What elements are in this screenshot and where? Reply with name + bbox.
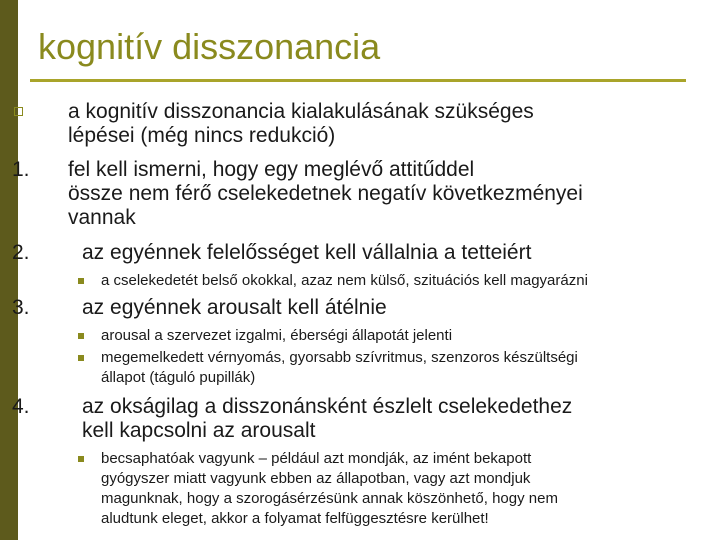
square-bullet-icon — [78, 333, 84, 339]
square-bullet-icon — [78, 456, 84, 462]
title-divider — [30, 79, 686, 82]
list-number: 4. — [12, 395, 30, 418]
sub-item-text: becsaphatóak vagyunk – például azt mondják, az imént bekapott gyógyszer miatt vagyunk ebben az állapotban, vagy azt mondjuk magunknak, hogy a szorogásérzésünk annak köszönhető, hogy nem aludtunk eleget, akkor a folyamat felfüggesztésre kerülhet! — [101, 450, 558, 527]
list-number: 3. — [12, 296, 30, 319]
sidebar-bar — [0, 0, 18, 540]
list-number: 1. — [12, 158, 30, 181]
square-bullet-icon — [14, 107, 23, 116]
list-item-text: fel kell ismerni, hogy egy meglévő attitűddel össze nem férő cselekedetnek negatív következményei vannak — [68, 158, 583, 229]
list-item-text: az egyénnek arousalt kell átélnie — [82, 296, 387, 319]
list-number: 2. — [12, 241, 30, 264]
intro-text: a kognitív disszonancia kialakulásának szükséges lépései (még nincs redukció) — [68, 100, 534, 147]
square-bullet-icon — [78, 278, 84, 284]
list-item-text: az okságilag a disszonánsként észlelt cselekedethez kell kapcsolni az arousalt — [82, 395, 573, 442]
sub-item-text: megemelkedett vérnyomás, gyorsabb szívritmus, szenzoros készültségi állapot (táguló pupillák) — [101, 349, 578, 386]
sub-item-text: a cselekedetét belső okokkal, azaz nem külső, szituációs kell magyarázni — [101, 272, 588, 289]
sub-item-text: arousal a szervezet izgalmi, éberségi állapotát jelenti — [101, 327, 453, 344]
square-bullet-icon — [78, 355, 84, 361]
slide-title: kognitív disszonancia — [38, 26, 381, 67]
list-item-text: az egyénnek felelősséget kell vállalnia a tetteiért — [82, 241, 532, 264]
